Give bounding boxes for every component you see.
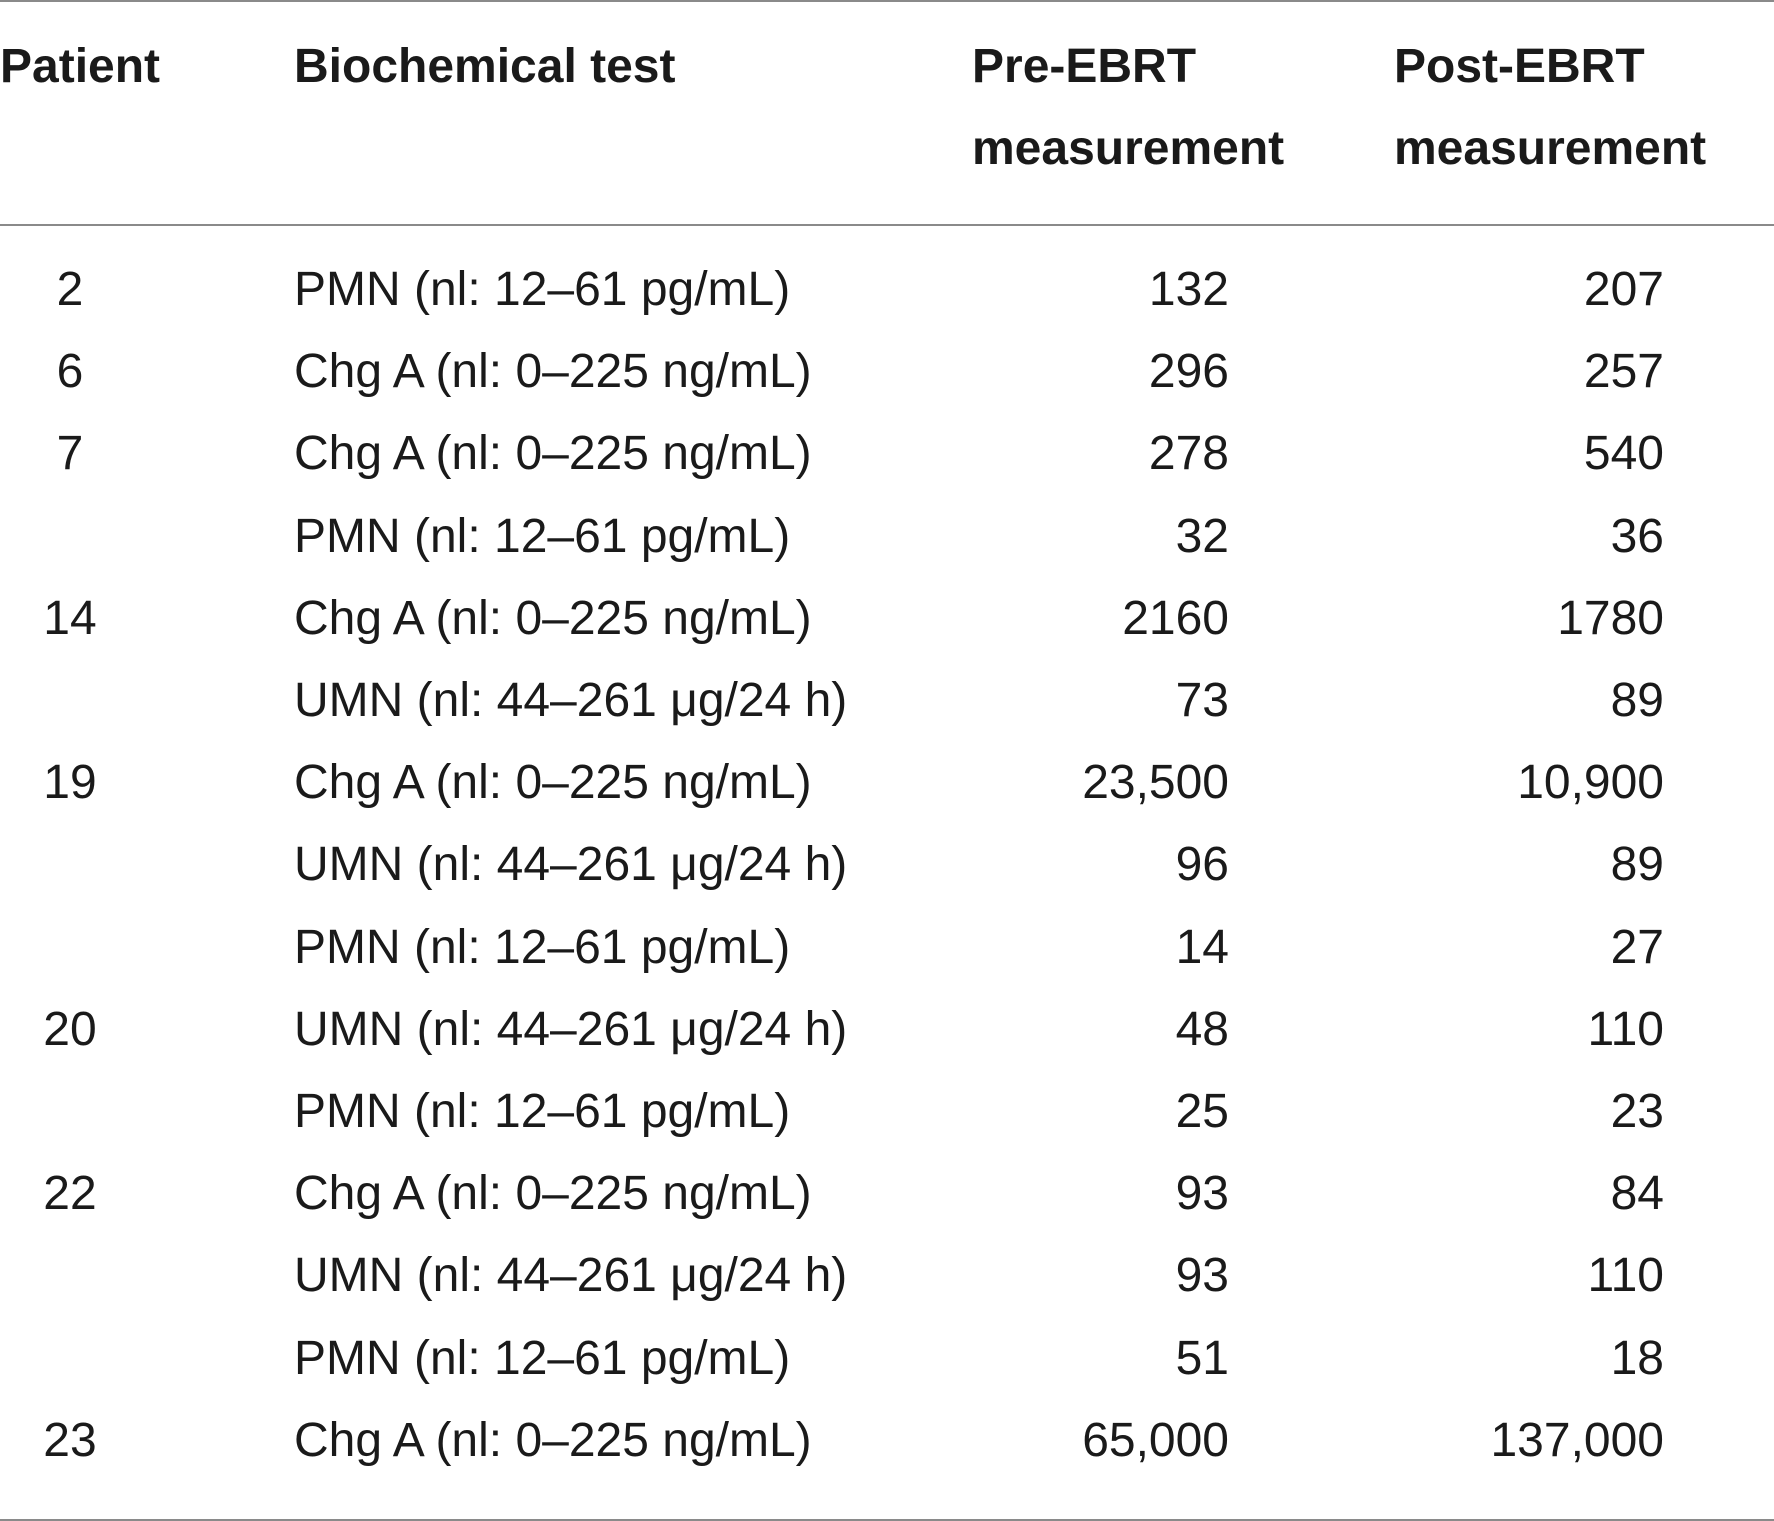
pre-ebrt-cell: 93 — [1175, 1249, 1229, 1302]
biochemical-test-cell: UMN (nl: 44–261 μg/24 h) — [294, 674, 848, 727]
patient-cell: 7 — [56, 427, 84, 480]
biochemical-test-cell: Chg A (nl: 0–225 ng/mL) — [294, 427, 812, 480]
patient-cell: 2 — [56, 263, 84, 316]
biochemical-test-cell: Chg A (nl: 0–225 ng/mL) — [294, 592, 812, 645]
post-ebrt-cell: 110 — [1587, 1003, 1664, 1056]
patient-cell: 19 — [43, 756, 97, 809]
post-ebrt-cell: 207 — [1583, 263, 1664, 316]
post-ebrt-cell: 18 — [1610, 1332, 1664, 1385]
pre-ebrt-cell: 73 — [1175, 674, 1229, 727]
biochemical-test-cell: Chg A (nl: 0–225 ng/mL) — [294, 756, 812, 809]
patient-cell: 14 — [43, 592, 97, 645]
biochemical-test-cell: PMN (nl: 12–61 pg/mL) — [294, 1332, 791, 1385]
pre-ebrt-cell: 48 — [1175, 1003, 1229, 1056]
pre-ebrt-cell: 14 — [1175, 921, 1229, 974]
patient-cell: 6 — [56, 345, 84, 398]
biochemical-test-cell: Chg A (nl: 0–225 ng/mL) — [294, 1414, 812, 1467]
post-ebrt-cell: 84 — [1610, 1167, 1664, 1220]
pre-ebrt-cell: 25 — [1175, 1085, 1229, 1138]
pre-ebrt-cell: 278 — [1148, 427, 1229, 480]
biochemical-test-cell: PMN (nl: 12–61 pg/mL) — [294, 263, 791, 316]
header-biochemical-test: Biochemical test — [294, 40, 676, 93]
post-ebrt-cell: 137,000 — [1490, 1414, 1664, 1467]
table-top-rule — [0, 0, 1774, 2]
pre-ebrt-cell: 96 — [1175, 838, 1229, 891]
post-ebrt-cell: 110 — [1587, 1249, 1664, 1302]
pre-ebrt-cell: 132 — [1148, 263, 1229, 316]
biochemical-test-cell: Chg A (nl: 0–225 ng/mL) — [294, 1167, 812, 1220]
pre-ebrt-cell: 32 — [1175, 510, 1229, 563]
pre-ebrt-cell: 51 — [1175, 1332, 1229, 1385]
post-ebrt-cell: 23 — [1610, 1085, 1664, 1138]
biochemical-test-cell: UMN (nl: 44–261 μg/24 h) — [294, 838, 848, 891]
patient-cell: 22 — [43, 1167, 97, 1220]
post-ebrt-cell: 1780 — [1557, 592, 1664, 645]
post-ebrt-cell: 89 — [1610, 674, 1664, 727]
patient-cell: 23 — [43, 1414, 97, 1467]
pre-ebrt-cell: 296 — [1148, 345, 1229, 398]
post-ebrt-cell: 540 — [1583, 427, 1664, 480]
header-pre-ebrt-line1: Pre-EBRT — [972, 40, 1197, 93]
biochemical-test-cell: PMN (nl: 12–61 pg/mL) — [294, 510, 791, 563]
patient-cell: 20 — [43, 1003, 97, 1056]
post-ebrt-cell: 89 — [1610, 838, 1664, 891]
table-header-rule — [0, 224, 1774, 226]
header-pre-ebrt-line2: measurement — [972, 122, 1285, 175]
post-ebrt-cell: 36 — [1610, 510, 1664, 563]
header-post-ebrt-line2: measurement — [1394, 122, 1707, 175]
biochemical-test-cell: PMN (nl: 12–61 pg/mL) — [294, 921, 791, 974]
header-post-ebrt-line1: Post-EBRT — [1394, 40, 1645, 93]
post-ebrt-cell: 27 — [1610, 921, 1664, 974]
post-ebrt-cell: 257 — [1583, 345, 1664, 398]
pre-ebrt-cell: 23,500 — [1082, 756, 1229, 809]
biochemical-test-cell: Chg A (nl: 0–225 ng/mL) — [294, 345, 812, 398]
post-ebrt-cell: 10,900 — [1517, 756, 1664, 809]
biochemical-test-cell: UMN (nl: 44–261 μg/24 h) — [294, 1249, 848, 1302]
biochemical-test-cell: UMN (nl: 44–261 μg/24 h) — [294, 1003, 848, 1056]
pre-ebrt-cell: 2160 — [1122, 592, 1229, 645]
biochemical-test-cell: PMN (nl: 12–61 pg/mL) — [294, 1085, 791, 1138]
pre-ebrt-cell: 65,000 — [1082, 1414, 1229, 1467]
header-patient: Patient — [0, 40, 161, 93]
pre-ebrt-cell: 93 — [1175, 1167, 1229, 1220]
